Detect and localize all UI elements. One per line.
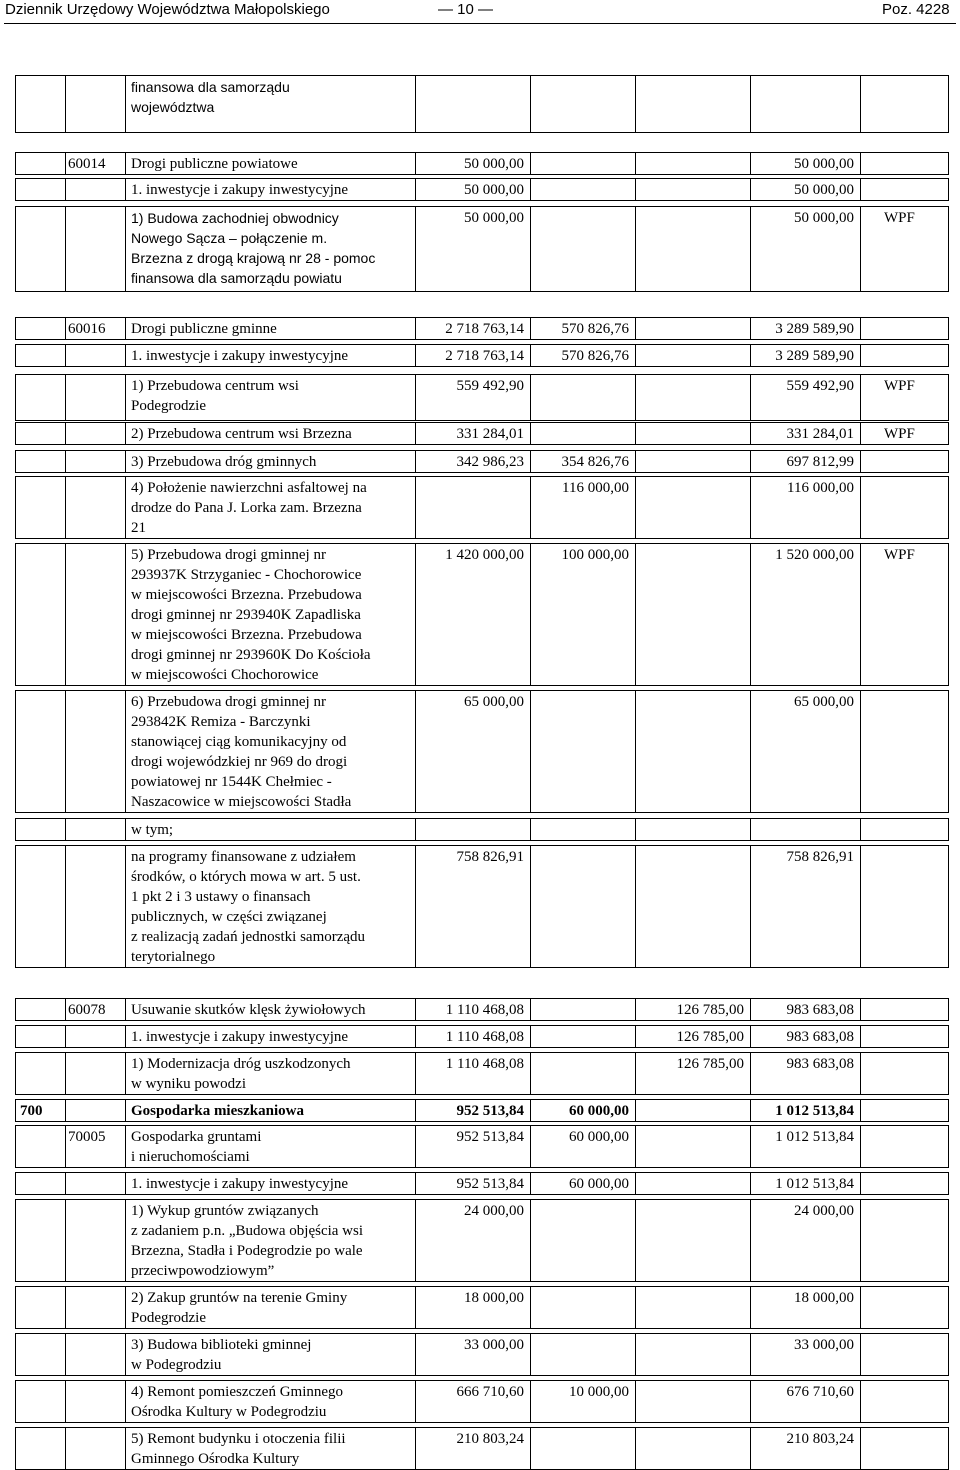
table-cell xyxy=(65,845,126,968)
table-cell xyxy=(635,374,751,421)
item-description: Nowego Sącza – połączenie m. xyxy=(131,230,328,246)
table-cell xyxy=(65,450,126,473)
amount-v4: 559 492,90 xyxy=(786,378,854,394)
table-cell xyxy=(635,1199,751,1282)
chapter-code: 60078 xyxy=(68,1002,106,1018)
table-cell xyxy=(530,1199,636,1282)
table-cell xyxy=(635,422,751,445)
table-cell xyxy=(65,1052,126,1095)
table-cell xyxy=(15,543,66,686)
table-cell xyxy=(65,75,126,133)
table-cell xyxy=(15,1333,66,1376)
amount-v4: 1 520 000,00 xyxy=(775,547,854,563)
amount-v4: 3 289 589,90 xyxy=(775,321,854,337)
item-description: i nieruchomościami xyxy=(131,1149,250,1165)
table-cell xyxy=(635,206,751,292)
amount-v1: 952 513,84 xyxy=(456,1103,524,1119)
amount-v1: 952 513,84 xyxy=(456,1129,524,1145)
item-description: 293842K Remiza - Barczynki xyxy=(131,714,311,730)
amount-v4: 3 289 589,90 xyxy=(775,348,854,364)
table-cell xyxy=(635,178,751,201)
item-description: 6) Przebudowa drogi gminnej nr xyxy=(131,694,326,710)
table-cell xyxy=(635,1427,751,1470)
table-cell xyxy=(860,1172,949,1195)
table-cell xyxy=(530,1427,636,1470)
table-cell xyxy=(750,75,861,133)
item-description: w miejscowości Chochorowice xyxy=(131,667,319,683)
item-description: w miejscowości Brzezna. Przebudowa xyxy=(131,587,362,603)
item-description: przeciwpowodziowym” xyxy=(131,1263,275,1279)
table-cell xyxy=(65,1333,126,1376)
item-description: w tym; xyxy=(131,822,174,838)
amount-v2: 100 000,00 xyxy=(561,547,629,563)
table-cell xyxy=(530,206,636,292)
table-cell xyxy=(15,1052,66,1095)
amount-v1: 65 000,00 xyxy=(464,694,524,710)
amount-v4: 983 683,08 xyxy=(786,1056,854,1072)
amount-v1: 2 718 763,14 xyxy=(445,321,524,337)
table-cell xyxy=(530,178,636,201)
amount-v4: 1 012 513,84 xyxy=(775,1129,854,1145)
table-cell xyxy=(415,818,531,841)
wpf-note: WPF xyxy=(884,547,915,563)
amount-v2: 60 000,00 xyxy=(569,1129,629,1145)
table-cell xyxy=(860,476,949,539)
amount-v1: 1 110 468,08 xyxy=(445,1029,524,1045)
table-cell xyxy=(530,1333,636,1376)
table-cell xyxy=(15,1025,66,1048)
table-cell xyxy=(65,543,126,686)
table-cell xyxy=(635,1286,751,1329)
table-cell xyxy=(15,206,66,292)
item-description: 21 xyxy=(131,520,146,536)
item-description: drogi gminnej nr 293940K Zapadliska xyxy=(131,607,361,623)
table-cell xyxy=(860,1025,949,1048)
table-cell xyxy=(530,998,636,1021)
amount-v2: 116 000,00 xyxy=(562,480,629,496)
table-cell xyxy=(15,1125,66,1168)
item-description: Brzezna z drogą krajową nr 28 - pomoc xyxy=(131,250,376,266)
amount-v1: 210 803,24 xyxy=(456,1431,524,1447)
table-cell xyxy=(65,1099,126,1122)
table-cell xyxy=(860,845,949,968)
item-description: z realizacją zadań jednostki samorządu xyxy=(131,929,366,945)
table-cell xyxy=(15,1199,66,1282)
table-cell xyxy=(65,1286,126,1329)
table-cell xyxy=(15,1427,66,1470)
amount-v2: 570 826,76 xyxy=(561,348,629,364)
amount-v4: 676 710,60 xyxy=(786,1384,854,1400)
table-cell xyxy=(635,317,751,340)
table-cell xyxy=(635,152,751,175)
amount-v4: 210 803,24 xyxy=(786,1431,854,1447)
table-cell xyxy=(415,75,531,133)
item-description: 3) Budowa biblioteki gminnej xyxy=(131,1337,312,1353)
table-cell xyxy=(15,1380,66,1423)
amount-v4: 50 000,00 xyxy=(794,210,854,226)
page-number: — 10 — xyxy=(438,1,494,18)
table-cell xyxy=(860,1427,949,1470)
chapter-code: 70005 xyxy=(68,1129,106,1145)
table-cell xyxy=(15,344,66,367)
position-number: Poz. 4228 xyxy=(882,1,950,18)
table-cell xyxy=(15,845,66,968)
table-cell xyxy=(65,1172,126,1195)
section-code: 700 xyxy=(20,1103,43,1119)
item-description: Usuwanie skutków klęsk żywiołowych xyxy=(131,1002,366,1018)
table-cell xyxy=(15,374,66,421)
amount-v1: 342 986,23 xyxy=(456,454,524,470)
item-description: województwa xyxy=(131,99,215,115)
table-cell xyxy=(635,690,751,813)
item-description: Podegrodzie xyxy=(131,1310,206,1326)
table-cell xyxy=(635,818,751,841)
table-cell xyxy=(15,178,66,201)
amount-v2: 10 000,00 xyxy=(569,1384,629,1400)
table-cell xyxy=(65,178,126,201)
item-description: Gospodarka gruntami xyxy=(131,1129,262,1145)
item-description: stanowiącej ciąg komunikacyjny od xyxy=(131,734,347,750)
amount-v4: 1 012 513,84 xyxy=(775,1103,854,1119)
item-description: 1. inwestycje i zakupy inwestycyjne xyxy=(131,182,349,198)
chapter-code: 60016 xyxy=(68,321,106,337)
amount-v1: 559 492,90 xyxy=(456,378,524,394)
table-cell xyxy=(860,1333,949,1376)
item-description: 2) Zakup gruntów na terenie Gminy xyxy=(131,1290,348,1306)
table-cell xyxy=(635,75,751,133)
amount-v4: 697 812,99 xyxy=(786,454,854,470)
item-description: 3) Przebudowa dróg gminnych xyxy=(131,454,317,470)
table-cell xyxy=(15,152,66,175)
chapter-code: 60014 xyxy=(68,156,106,172)
table-cell xyxy=(635,476,751,539)
amount-v2: 570 826,76 xyxy=(561,321,629,337)
table-cell xyxy=(635,450,751,473)
item-description: 1) Budowa zachodniej obwodnicy xyxy=(131,210,339,226)
table-cell xyxy=(860,1125,949,1168)
wpf-note: WPF xyxy=(884,210,915,226)
wpf-note: WPF xyxy=(884,426,915,442)
table-cell xyxy=(15,1286,66,1329)
table-cell xyxy=(530,1286,636,1329)
table-cell xyxy=(860,178,949,201)
wpf-note: WPF xyxy=(884,378,915,394)
table-cell xyxy=(15,422,66,445)
item-description: 1. inwestycje i zakupy inwestycyjne xyxy=(131,1176,349,1192)
item-description: w wyniku powodzi xyxy=(131,1076,246,1092)
amount-v2: 60 000,00 xyxy=(569,1103,629,1119)
table-cell xyxy=(860,1286,949,1329)
table-cell xyxy=(635,1380,751,1423)
amount-v4: 983 683,08 xyxy=(786,1002,854,1018)
table-cell xyxy=(65,1025,126,1048)
item-description: na programy finansowane z udziałem xyxy=(131,849,356,865)
table-cell xyxy=(15,818,66,841)
table-cell xyxy=(15,1172,66,1195)
item-description: finansowa dla samorządu powiatu xyxy=(131,270,342,286)
item-description: Brzezna, Stadła i Podegrodzie po wale xyxy=(131,1243,363,1259)
amount-v2: 60 000,00 xyxy=(569,1176,629,1192)
item-description: 1) Przebudowa centrum wsi xyxy=(131,378,299,394)
amount-v3: 126 785,00 xyxy=(676,1002,744,1018)
amount-v1: 24 000,00 xyxy=(464,1203,524,1219)
item-description: 1. inwestycje i zakupy inwestycyjne xyxy=(131,1029,349,1045)
amount-v1: 666 710,60 xyxy=(456,1384,524,1400)
item-description: Gospodarka mieszkaniowa xyxy=(131,1103,304,1119)
amount-v4: 33 000,00 xyxy=(794,1337,854,1353)
table-cell xyxy=(530,1025,636,1048)
amount-v1: 1 110 468,08 xyxy=(445,1056,524,1072)
item-description: środków, o których mowa w art. 5 ust. xyxy=(131,869,361,885)
table-cell xyxy=(530,690,636,813)
item-description: 1) Modernizacja dróg uszkodzonych xyxy=(131,1056,351,1072)
item-description: Drogi publiczne powiatowe xyxy=(131,156,298,172)
amount-v3: 126 785,00 xyxy=(676,1056,744,1072)
table-cell xyxy=(15,476,66,539)
table-cell xyxy=(65,818,126,841)
item-description: finansowa dla samorządu xyxy=(131,79,290,95)
item-description: drodze do Pana J. Lorka zam. Brzezna xyxy=(131,500,362,516)
item-description: drogi gminnej nr 293960K Do Kościoła xyxy=(131,647,371,663)
table-cell xyxy=(15,690,66,813)
item-description: 293937K Strzyganiec - Chochorowice xyxy=(131,567,362,583)
amount-v1: 331 284,01 xyxy=(456,426,524,442)
table-cell xyxy=(15,998,66,1021)
table-cell xyxy=(635,1333,751,1376)
table-cell xyxy=(65,422,126,445)
table-cell xyxy=(530,845,636,968)
table-cell xyxy=(635,1172,751,1195)
amount-v4: 1 012 513,84 xyxy=(775,1176,854,1192)
table-cell xyxy=(65,374,126,421)
item-description: Ośrodka Kultury w Podegrodziu xyxy=(131,1404,327,1420)
item-description: publicznych, w części związanej xyxy=(131,909,327,925)
amount-v1: 2 718 763,14 xyxy=(445,348,524,364)
item-description: Podegrodzie xyxy=(131,398,206,414)
table-cell xyxy=(65,1380,126,1423)
table-cell xyxy=(860,450,949,473)
amount-v1: 952 513,84 xyxy=(456,1176,524,1192)
table-cell xyxy=(65,344,126,367)
table-cell xyxy=(635,1125,751,1168)
table-cell xyxy=(15,317,66,340)
amount-v4: 331 284,01 xyxy=(786,426,854,442)
amount-v4: 18 000,00 xyxy=(794,1290,854,1306)
amount-v1: 50 000,00 xyxy=(464,156,524,172)
table-cell xyxy=(65,206,126,292)
table-cell xyxy=(65,690,126,813)
table-cell xyxy=(530,374,636,421)
table-cell xyxy=(15,75,66,133)
item-description: 1 pkt 2 i 3 ustawy o finansach xyxy=(131,889,311,905)
item-description: powiatowej nr 1544K Chełmiec - xyxy=(131,774,332,790)
item-description: 1) Wykup gruntów związanych xyxy=(131,1203,319,1219)
item-description: terytorialnego xyxy=(131,949,216,965)
table-cell xyxy=(530,1052,636,1095)
table-cell xyxy=(65,1427,126,1470)
amount-v4: 983 683,08 xyxy=(786,1029,854,1045)
item-description: w miejscowości Brzezna. Przebudowa xyxy=(131,627,362,643)
item-description: w Podegrodziu xyxy=(131,1357,222,1373)
table-cell xyxy=(530,818,636,841)
amount-v3: 126 785,00 xyxy=(676,1029,744,1045)
table-cell xyxy=(860,818,949,841)
item-description: 4) Położenie nawierzchni asfaltowej na xyxy=(131,480,367,496)
amount-v1: 50 000,00 xyxy=(464,182,524,198)
item-description: Naszacowice w miejscowości Stadła xyxy=(131,794,352,810)
amount-v2: 354 826,76 xyxy=(561,454,629,470)
table-cell xyxy=(860,1199,949,1282)
table-cell xyxy=(635,543,751,686)
table-cell xyxy=(530,152,636,175)
amount-v4: 116 000,00 xyxy=(787,480,854,496)
amount-v1: 50 000,00 xyxy=(464,210,524,226)
amount-v1: 758 826,91 xyxy=(456,849,524,865)
table-cell xyxy=(860,152,949,175)
item-description: 5) Remont budynku i otoczenia filii xyxy=(131,1431,346,1447)
amount-v4: 50 000,00 xyxy=(794,182,854,198)
table-cell xyxy=(860,998,949,1021)
item-description: 4) Remont pomieszczeń Gminnego xyxy=(131,1384,344,1400)
item-description: 1. inwestycje i zakupy inwestycyjne xyxy=(131,348,349,364)
item-description: Gminnego Ośrodka Kultury xyxy=(131,1451,300,1467)
amount-v4: 65 000,00 xyxy=(794,694,854,710)
table-cell xyxy=(65,1199,126,1282)
table-cell xyxy=(635,344,751,367)
amount-v4: 24 000,00 xyxy=(794,1203,854,1219)
table-cell xyxy=(860,317,949,340)
item-description: z zadaniem p.n. „Budowa objęścia wsi xyxy=(131,1223,364,1239)
table-cell xyxy=(860,690,949,813)
table-cell xyxy=(860,1380,949,1423)
item-description: 5) Przebudowa drogi gminnej nr xyxy=(131,547,326,563)
amount-v4: 758 826,91 xyxy=(786,849,854,865)
table-cell xyxy=(635,1099,751,1122)
amount-v1: 1 110 468,08 xyxy=(445,1002,524,1018)
table-cell xyxy=(750,818,861,841)
table-cell xyxy=(860,1099,949,1122)
item-description: Drogi publiczne gminne xyxy=(131,321,277,337)
table-cell xyxy=(415,476,531,539)
table-cell xyxy=(635,845,751,968)
amount-v1: 1 420 000,00 xyxy=(445,547,524,563)
table-cell xyxy=(530,422,636,445)
table-cell xyxy=(860,1052,949,1095)
table-cell xyxy=(530,75,636,133)
table-cell xyxy=(860,75,949,133)
amount-v4: 50 000,00 xyxy=(794,156,854,172)
item-description: 2) Przebudowa centrum wsi Brzezna xyxy=(131,426,352,442)
table-cell xyxy=(65,476,126,539)
journal-title: Dziennik Urzędowy Województwa Małopolskiego xyxy=(5,1,330,18)
table-cell xyxy=(860,344,949,367)
item-description: drogi wojewódzkiej nr 969 do drogi xyxy=(131,754,348,770)
amount-v1: 18 000,00 xyxy=(464,1290,524,1306)
amount-v1: 33 000,00 xyxy=(464,1337,524,1353)
table-cell xyxy=(15,450,66,473)
